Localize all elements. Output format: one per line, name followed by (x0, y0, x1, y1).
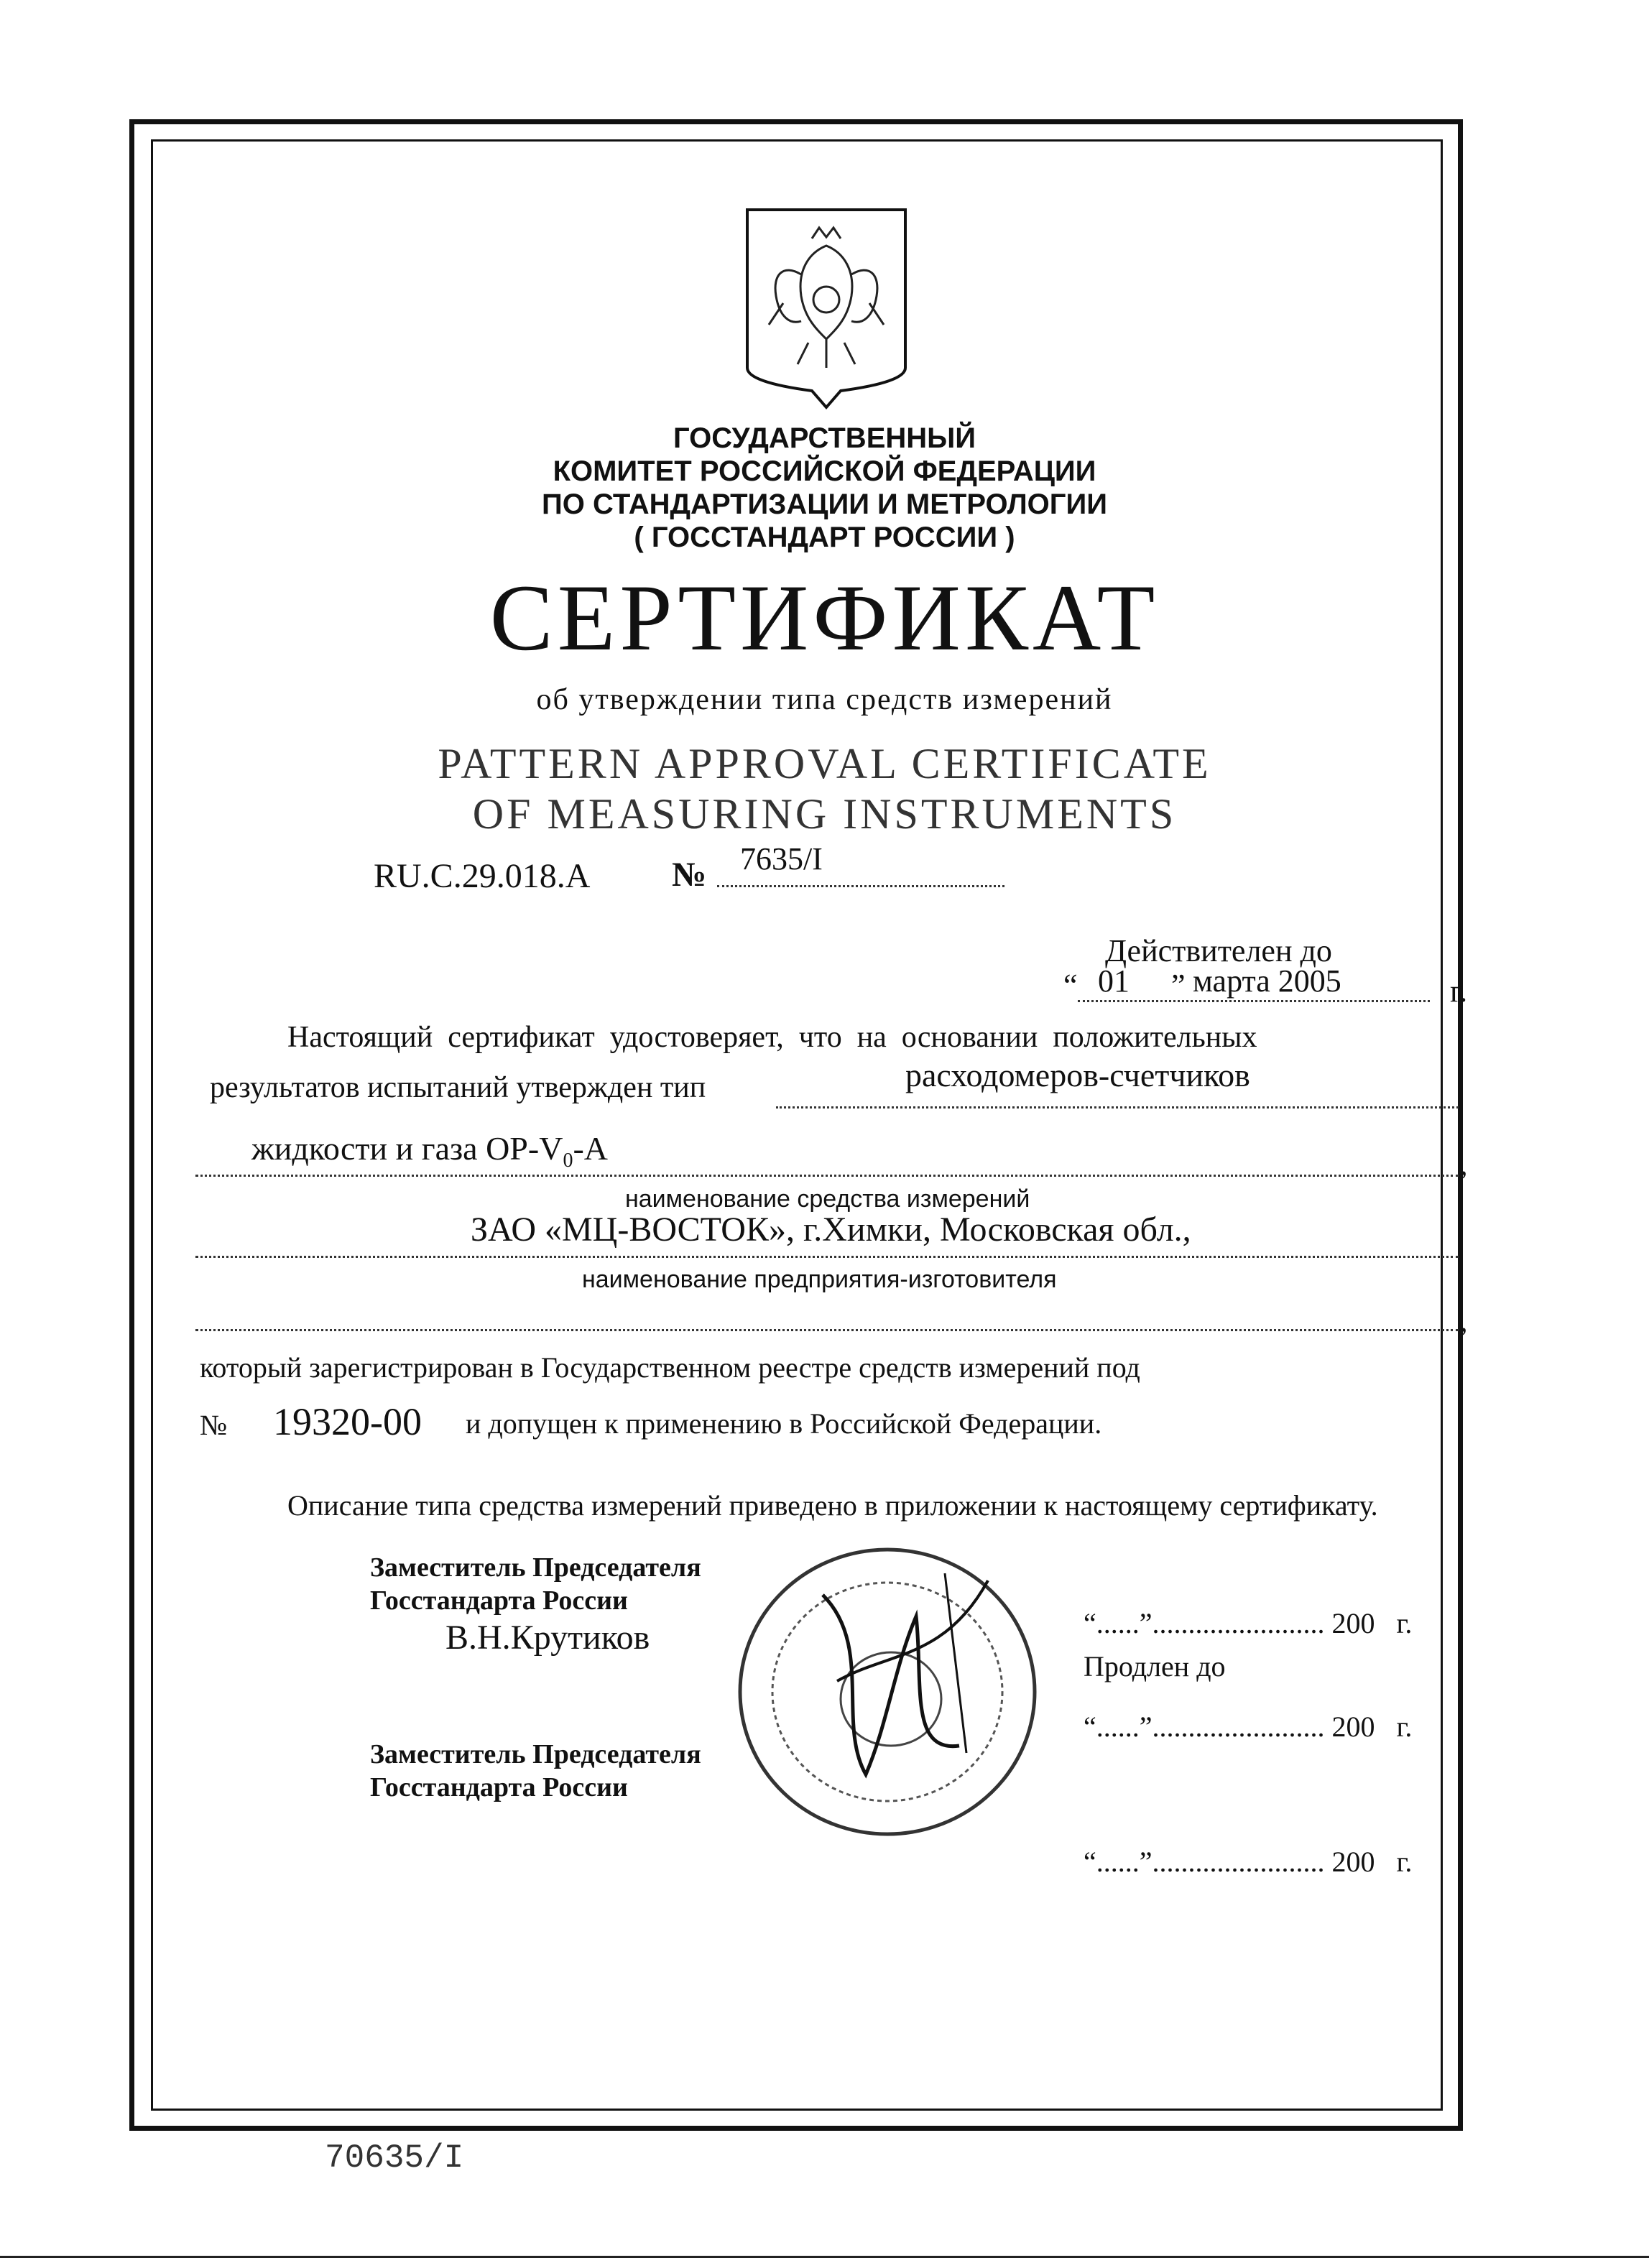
cert-number-line (717, 885, 1004, 887)
validity-month-year: марта 2005 (1193, 963, 1341, 999)
type-value-line-1: расходомеров-счетчиков (905, 1057, 1250, 1093)
type-value-subscript: 0 (563, 1149, 573, 1172)
sig2-position-line-2: Госстандарта России (370, 1772, 628, 1802)
caption-instrument: наименование средства измерений (625, 1185, 1030, 1213)
footer-number: 70635/I (325, 2139, 464, 2177)
type-value-tail: -А (573, 1130, 608, 1167)
bottom-divider (0, 2256, 1649, 2258)
manufacturer-value: ЗАО «МЦ-ВОСТОК», г.Химки, Московская обл., (471, 1211, 1191, 1249)
type-line-2 (195, 1175, 1459, 1177)
subtitle-en-line-2: OF MEASURING INSTRUMENTS (472, 790, 1177, 838)
validity-line (1078, 1000, 1430, 1002)
validity-label: Действителен до (1105, 933, 1332, 968)
subtitle-ru: об утверждении типа средств измерений (536, 683, 1113, 716)
sig2-position-line-1: Заместитель Председателя (370, 1739, 701, 1769)
reg-no-value: 19320-00 (273, 1400, 422, 1443)
type-value-line-2 (251, 1129, 608, 1172)
results-text: результатов испытаний утвержден тип (210, 1071, 706, 1104)
sig1-position-line-2: Госстандарта России (370, 1586, 628, 1616)
sig1-position-line-1: Заместитель Председателя (370, 1552, 701, 1583)
description-text: Описание типа средства измерений приведено в приложении к настоящему сертификату. (287, 1489, 1378, 1522)
sig1-name: В.Н.Крутиков (445, 1619, 650, 1657)
coat-of-arms-emblem (740, 203, 913, 411)
cert-no-label: № (672, 856, 707, 894)
manufacturer-line-2 (195, 1329, 1459, 1331)
manufacturer-line (195, 1256, 1459, 1258)
intro-text: Настоящий сертификат удостоверяет, что на основании положительных (287, 1021, 1257, 1054)
reg-no-label: № (200, 1409, 228, 1441)
header-line-2: КОМИТЕТ РОССИЙСКОЙ ФЕДЕРАЦИИ (553, 455, 1096, 487)
extension-date-1: “......”........................ 200 г. (1084, 1607, 1413, 1639)
header-line-4: ( ГОССТАНДАРТ РОССИИ ) (634, 522, 1015, 553)
official-seal-stamp (729, 1537, 1045, 1846)
type-comma: , (1460, 1149, 1468, 1182)
header-line-3: ПО СТАНДАРТИЗАЦИИ И МЕТРОЛОГИИ (542, 489, 1107, 520)
type-line-1 (776, 1106, 1459, 1108)
extension-date-3: “......”........................ 200 г. (1084, 1846, 1413, 1878)
extension-date-2: “......”........................ 200 г. (1084, 1711, 1413, 1743)
validity-close-quote: ” (1171, 968, 1186, 1003)
manufacturer-comma: , (1460, 1305, 1468, 1338)
cert-number: 7635/I (740, 841, 823, 876)
type-value-name: жидкости и газа ОР-V (251, 1130, 563, 1167)
reg-tail-text: и допущен к применению в Российской Федерации. (466, 1407, 1102, 1440)
validity-suffix: г. (1450, 973, 1468, 1009)
cert-prefix: RU.C.29.018.A (374, 857, 591, 895)
header-line-1: ГОСУДАРСТВЕННЫЙ (673, 422, 976, 454)
validity-open-quote: “ (1063, 968, 1078, 1003)
extended-until-label: Продлен до (1084, 1650, 1226, 1683)
validity-day: 01 (1098, 963, 1130, 999)
certificate-title: СЕРТИФИКАТ (489, 565, 1160, 670)
registry-text: который зарегистрирован в Государственном реестре средств измерений под (200, 1351, 1140, 1384)
caption-manufacturer: наименование предприятия-изготовителя (582, 1266, 1057, 1293)
subtitle-en-line-1: PATTERN APPROVAL CERTIFICATE (438, 740, 1211, 787)
